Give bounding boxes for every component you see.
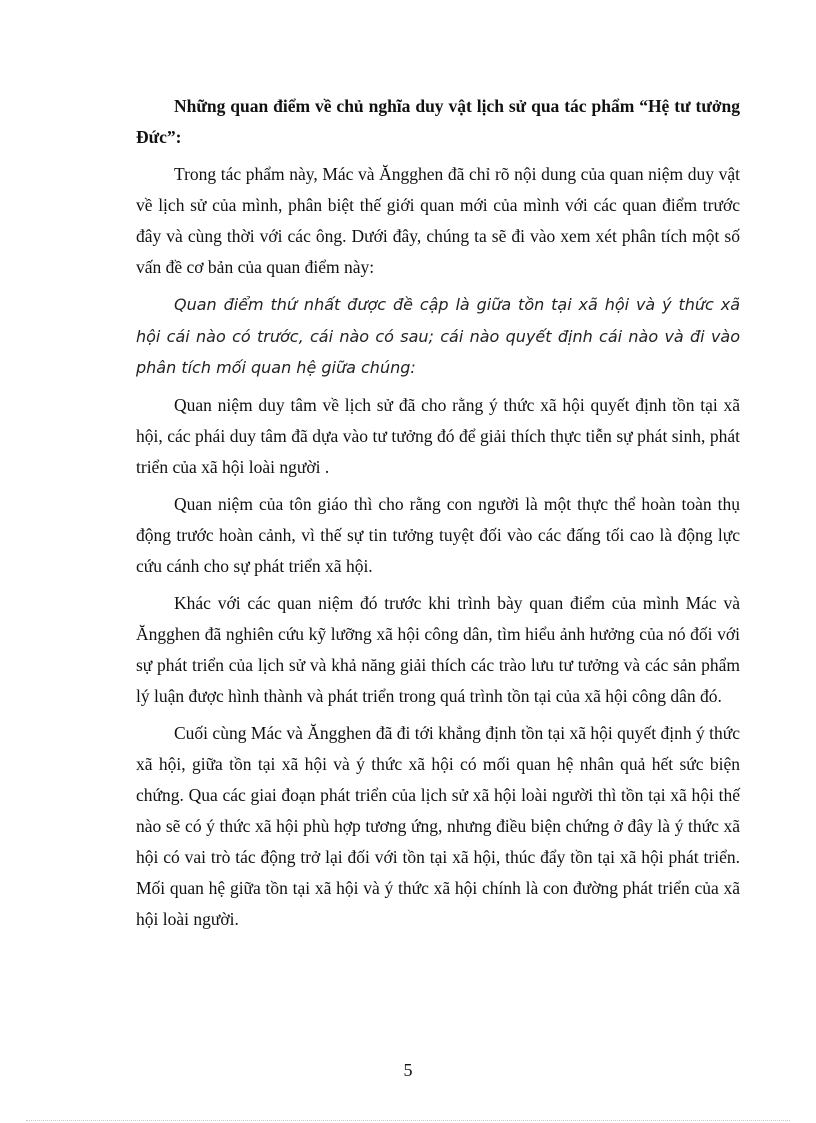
- paragraph-first-viewpoint: Quan điểm thứ nhất được đề cập là giữa tồn tại xã hội và ý thức xã hội cái nào có trước, cái nào có sau; cái nào quyết định cái nào và đi vào phân tích mối quan hệ giữa chúng:: [136, 295, 740, 377]
- paragraph-religious-view: Quan niệm của tôn giáo thì cho rằng con người là một thực thể hoàn toàn thụ động trước hoàn cảnh, vì thế sự tin tưởng tuyệt đối vào các đấng tối cao là động lực cứu cánh cho sự phát triển xã hội.: [136, 493, 740, 576]
- page-bottom-divider: [26, 1120, 790, 1121]
- paragraph-idealist-view: Quan niệm duy tâm về lịch sử đã cho rằng ý thức xã hội quyết định tồn tại xã hội, các phái duy tâm đã dựa vào tư tưởng đó để giải thích thực tiễn sự phát sinh, phát triển của xã hội loài người .: [136, 394, 740, 477]
- paragraph-conclusion: Cuối cùng Mác và Ăngghen đã đi tới khẳng định tồn tại xã hội quyết định ý thức xã hội, giữa tồn tại xã hội và ý thức xã hội có mối quan hệ nhân quả hết sức biện chứng. Qua các giai đoạn phát triển của lịch sử xã hội loài người thì tồn tại xã hội thế nào sẽ có ý thức xã hội phù hợp tương ứng, nhưng điều biện chứng ở đây là ý thức xã hội có vai trò tác động trở lại đối với tồn tại xã hội, thúc đẩy tồn tại xã hội phát triển. Mối quan hệ giữa tồn tại xã hội và ý thức xã hội chính là con đường phát triển của xã hội loài người.: [136, 722, 740, 929]
- paragraph-intro: Trong tác phẩm này, Mác và Ăngghen đã chỉ rõ nội dung của quan niệm duy vật về lịch sử của mình, phân biệt thế giới quan mới của mình với các quan điểm trước đây và cùng thời với các ông. Dưới đây, chúng ta sẽ đi vào xem xét phân tích một số vấn đề cơ bản của quan điểm này:: [136, 164, 740, 277]
- page-number: 5: [403, 1060, 413, 1080]
- paragraph-marx-engels-research: Khác với các quan niệm đó trước khi trình bày quan điểm của mình Mác và Ăngghen đã nghiên cứu kỹ lưỡng xã hội công dân, tìm hiểu ảnh hưởng của nó đối với sự phát triển của lịch sử và khả năng giải thích các trào lưu tư tưởng và các sản phẩm lý luận được hình thành và phát triển trong quá trình tồn tại của xã hội công dân đó.: [136, 592, 740, 706]
- section-heading: Những quan điểm về chủ nghĩa duy vật lịch sử qua tác phẩm “Hệ tư tưởng Đức”:: [136, 96, 740, 147]
- page-body: [136, 91, 740, 941]
